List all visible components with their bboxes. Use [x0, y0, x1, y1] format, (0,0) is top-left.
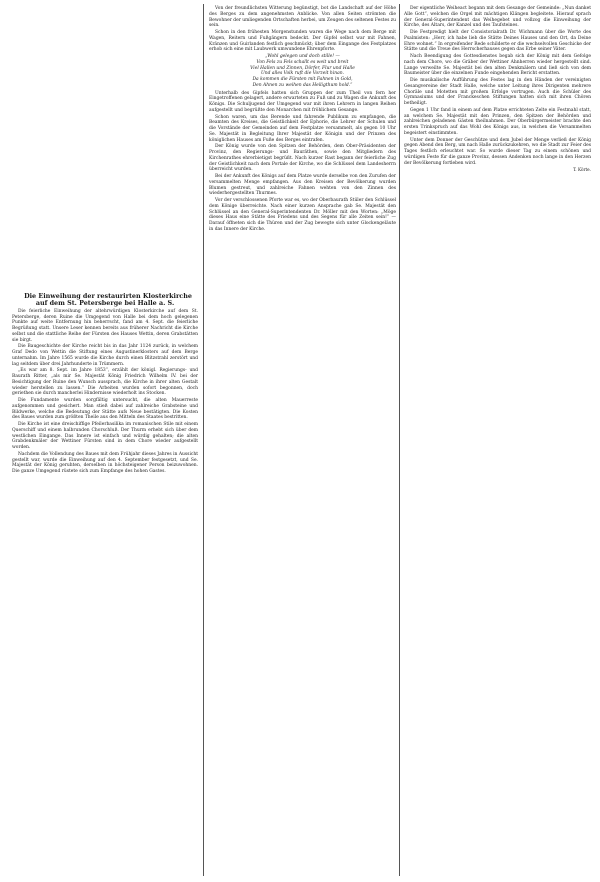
paragraph: Von der freundlichsten Witterung begünstigt, bot die Landschaft auf der Höhe des Berges zu dem angenehmsten Anblicke. Von allen Seiten strömten die Bewohner der umliegenden Ortschaften herbei, um Zeugen des seltenen Festes zu sein.	[209, 6, 396, 29]
column-divider	[399, 4, 400, 876]
paragraph: Bei der Ankunft des Königs auf dem Platze wurde derselbe von den Zurufen der versammelten Menge empfangen. Aus den Kreisen der Bevölkerung wurden Blumen gestreut, und zahlreiche Fahnen wehten von den Zinnen des wiederhergestellten Thurmes.	[209, 174, 396, 197]
poem-line: Von Fels zu Fels schallt es weit und breit	[256, 59, 349, 65]
poem-line: Viel Hallen und Zinnen, Dörfer, Flur und Halle	[250, 65, 355, 71]
author-signature: T. Körte.	[573, 167, 591, 173]
paragraph: Unterhalb des Gipfels hatten sich Gruppen der zum Theil von fern her Eingetroffenen gelagert, andere erwarteten zu Fuß und zu Wagen die Ankunft des Königs. Die Schuljugend der Umgegend war mit ihren Lehrern in langen Reihen aufgestellt und begrüßte den Monarchen mit fröhlichem Gesange.	[209, 90, 396, 113]
column-middle	[209, 6, 396, 234]
paragraph: Der eigentliche Weiheact begann mit dem Gesange der Gemeinde: „Nun danket Alle Gott“, welchen die Orgel mit mächtigen Klängen begleitete. Hierauf sprach der General-Superintendent das Weihegebet und vollzog die Einweihung der Kirche, des Altars, der Kanzel und des Taufsteines.	[404, 6, 591, 29]
poem-line: Und alles Volk ruft die Vorzeit hinan.	[261, 71, 344, 77]
paragraph: Schon in den frühesten Morgenstunden waren die Wege nach dem Berge mit Wagen, Reitern und Fußgängern bedeckt. Der Gipfel selbst war mit Fahnen, Kränzen und Guirlanden festlich geschmückt; über dem Eingange des Festplatzes erhob sich eine mit Laubwerk umwundene Ehrenpforte.	[209, 30, 396, 53]
paragraph: Nach Beendigung des Gottesdienstes begab sich der König mit dem Gefolge nach dem Chore, wo die Gräber der Wettiner Ahnherren wieder hergestellt sind. Lange verweilte Se. Majestät bei den alten Denkmälern und ließ sich von dem Baumeister über die einzelnen Funde eingehenden Bericht erstatten.	[404, 54, 591, 77]
paragraph: Die feierliche Einweihung der altehrwürdigen Klosterkirche auf dem St. Petersberge, deren Ruine die Umgegend von Halle bei dem hoch gelegenen Punkte auf weite Entfernung hin beherrscht, fand am 4. Sept. die feierliche Begrüßung statt. Unsere Leser kennen bereits aus früherer Nachricht die Kirche selbst und die stattliche Reihe der Fürsten des Hauses Wettin, deren Grabstätten sie birgt.	[12, 308, 198, 343]
paragraph: Der König wurde von den Spitzen der Behörden, dem Ober-Präsidenten der Provinz, den Regierungs- und Bauräthen, sowie den Mitgliedern des Kirchenrathes ehrerbietigst begrüßt. Nach kurzer Rast begann der feierliche Zug der Geistlichkeit nach dem Portale der Kirche, wo die Schlüssel dem Landesherrn überreicht wurden.	[209, 144, 396, 173]
column-right	[404, 6, 591, 174]
article-title: Die Einweihung der restaurirten Klosterkirche auf dem St. Petersberge bei Halle a. S.	[24, 292, 192, 308]
paragraph: Die Kirche ist eine dreischiffige Pfeilerbasilika im romanischen Stile mit einem Querschiff und einem halbrunden Chorschluß. Der Thurm erhebt sich über dem westlichen Eingange. Das Innere ist einfach und würdig gehalten; die alten Grabdenkmäler der Wettiner Fürsten sind in dem Chore wieder aufgestellt worden.	[12, 422, 198, 451]
paragraph: „Es war am 8. Sept. im Jahre 1853“, erzählt der königl. Regierungs- und Baurath Ritter, „als mir Se. Majestät König Friedrich Wilhelm IV. bei der Besichtigung der Ruine den Wunsch aussprach, die Kirche in ihrer alten Gestalt wieder herstellen zu lassen.“ Die Arbeiten wurden sofort begonnen, doch geriethen sie durch mancherlei Hindernisse wiederholt ins Stocken.	[12, 368, 198, 397]
column-left	[12, 293, 198, 476]
paragraph: Schon waren, um das Berende und fahrende Publikum zu empfangen, die Beamten des Kreises, die Geistlichkeit der Ephorie, die Lehrer der Schulen und die Vorstände der Gemeinden auf dem Festplatze versammelt, als gegen 10 Uhr Se. Majestät in Begleitung Ihrer Majestät der Königin und der Prinzen des königlichen Hauses am Fuße des Berges eintrafen.	[209, 114, 396, 143]
paragraph: Gegen 1 Uhr fand in einem auf dem Platze errichteten Zelte ein Festmahl statt, an welchem Se. Majestät mit den Prinzen, den Spitzen der Behörden und zahlreichen geladenen Gästen theilnahmen. Der Oberbürgermeister brachte den ersten Trinkspruch auf das Wohl des Königs aus, in welchen die Versammelten begeistert einstimmten.	[404, 107, 591, 136]
paragraph: Nachdem die Vollendung des Baues mit dem Frühjahr dieses Jahres in Aussicht gestellt war, wurde die Einweihung auf den 4. September festgesetzt, und Se. Majestät der König geruhten, derselben in höchsteigener Person beizuwohnen. Die ganze Umgegend rüstete sich zum Empfange des hohen Gastes.	[12, 451, 198, 475]
paragraph: Vor der verschlossenen Pforte war es, wo der Oberbaurath Stüler den Schlüssel dem Könige überreichte. Nach einer kurzen Ansprache gab Se. Majestät den Schlüssel an den General-Superintendenten Dr. Möller mit den Worten: „Möge dieses Haus eine Stätte des Friedens und des Segens für alle Zeiten sein!“ — Darauf öffneten sich die Thüren und der Zug bewegte sich unter Glockengeläute in das Innere der Kirche.	[209, 198, 396, 232]
poem-line: Den Ahnen zu weihen das Heiligthum hold.“	[252, 82, 353, 88]
poem	[209, 54, 396, 89]
paragraph: Unter dem Donner der Geschütze und dem Jubel der Menge verließ der König gegen Abend den Berg, um nach Halle zurückzukehren, wo die Stadt zur Feier des Tages festlich erleuchtet war. So wurde dieser Tag zu einem schönen und würdigen Feste für die ganze Provinz, dessen Andenken noch lange in den Herzen der Bevölkerung fortleben wird.	[404, 137, 591, 166]
paragraph: Die Festpredigt hielt der Consistorialrath Dr. Wichmann über die Worte des Psalmisten: „Herr, ich habe lieb die Stätte Deines Hauses und den Ort, da Deine Ehre wohnet.“ In ergreifender Rede schilderte er die wechselvollen Geschicke der Stätte und die Treue des Herrscherhauses gegen das Erbe seiner Väter.	[404, 30, 591, 53]
poem-line: „Wohl gelegen und doch stille! —	[265, 54, 340, 59]
paragraph: Die Fundamente wurden sorgfältig untersucht, die alten Mauerreste aufgenommen und gesichert. Man stieß dabei auf zahlreiche Grabsteine und Bildwerke, welche die Bedeutung der Stätte aufs Neue bestätigten. Die Kosten des Baues wurden zum größten Theile aus den Mitteln des Staates bestritten.	[12, 398, 198, 421]
paragraph: Die Baugeschichte der Kirche reicht bis in das Jahr 1124 zurück, in welchem Graf Dedo von Wettin die Stiftung eines Augustinerklosters auf dem Berge unternahm. Im Jahre 1565 wurde die Kirche durch einen Blitzstrahl zerstört und lag seitdem über drei Jahrhunderte in Trümmern.	[12, 344, 198, 367]
paragraph: Die musikalische Aufführung des Festes lag in den Händen der vereinigten Gesangvereine der Stadt Halle, welche unter Leitung ihres Dirigenten mehrere Choräle und Motetten mit großem Erfolge vortrugen. Auch die Schüler des Gymnasiums und der Franckeschen Stiftungen hatten sich mit ihren Chören betheiligt.	[404, 78, 591, 106]
poem-line: Da kommen die Fürsten mit Fahnen in Gold,	[252, 77, 353, 82]
column-divider	[203, 4, 204, 876]
